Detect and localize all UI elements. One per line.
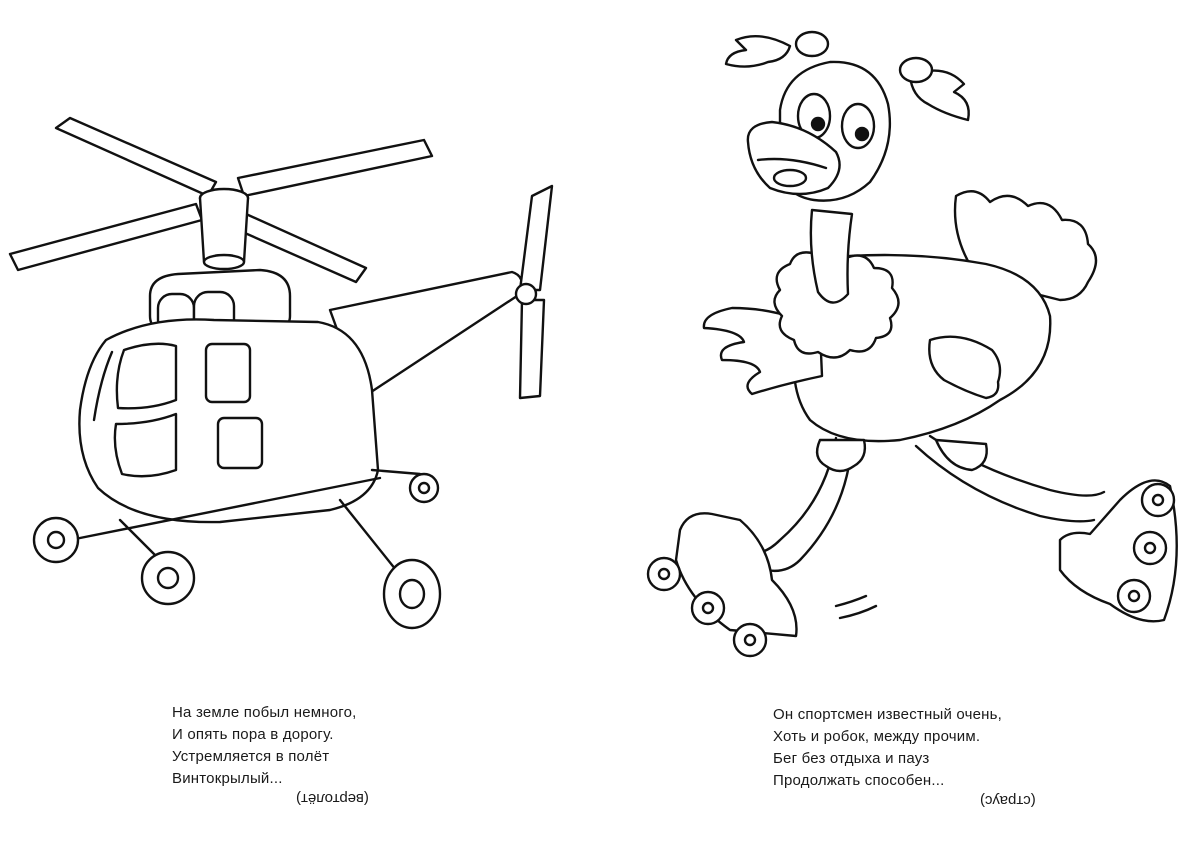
ostrich-neck: [811, 210, 852, 303]
riddle-line: Винтокрылый...: [172, 770, 283, 787]
skate-wheel-left-1-hub: [659, 569, 669, 579]
ostrich-answer-upside-down: (страус): [980, 792, 1036, 809]
riddle-line: Бег без отдыха и пауз: [773, 750, 930, 767]
ostrich-riddle: [773, 704, 1002, 792]
knee-fluff-right: [936, 440, 987, 470]
helicopter-answer-upside-down: (вертолёт): [296, 790, 369, 807]
skate-wheel-right-2-hub: [1145, 543, 1155, 553]
ostrich-pupil-left: [812, 118, 824, 130]
motion-line-2: [840, 606, 876, 618]
ostrich-eye-right: [842, 104, 874, 148]
skate-wheel-right-3-hub: [1129, 591, 1139, 601]
hair-bow-left: [796, 32, 828, 56]
skate-wheel-left-2-hub: [703, 603, 713, 613]
ostrich-tongue: [774, 170, 806, 186]
hair-bow-right: [900, 58, 932, 82]
skate-wheel-right-1-hub: [1153, 495, 1163, 505]
riddle-line: Устремляется в полёт: [172, 748, 330, 765]
helicopter-riddle: [172, 702, 357, 790]
riddle-line: Продолжать способен...: [773, 772, 945, 789]
hair-tuft-left: [726, 36, 790, 66]
riddle-line: И опять пора в дорогу.: [172, 726, 334, 743]
skate-wheel-left-3-hub: [745, 635, 755, 645]
riddle-line: Хоть и робок, между прочим.: [773, 728, 981, 745]
ostrich-pupil-right: [856, 128, 868, 140]
knee-fluff-left: [817, 440, 865, 471]
motion-line-1: [836, 596, 866, 606]
ostrich-leg-right-back: [916, 446, 1094, 521]
riddle-line: На земле побыл немного,: [172, 704, 357, 721]
riddle-line: Он спортсмен известный очень,: [773, 706, 1003, 723]
